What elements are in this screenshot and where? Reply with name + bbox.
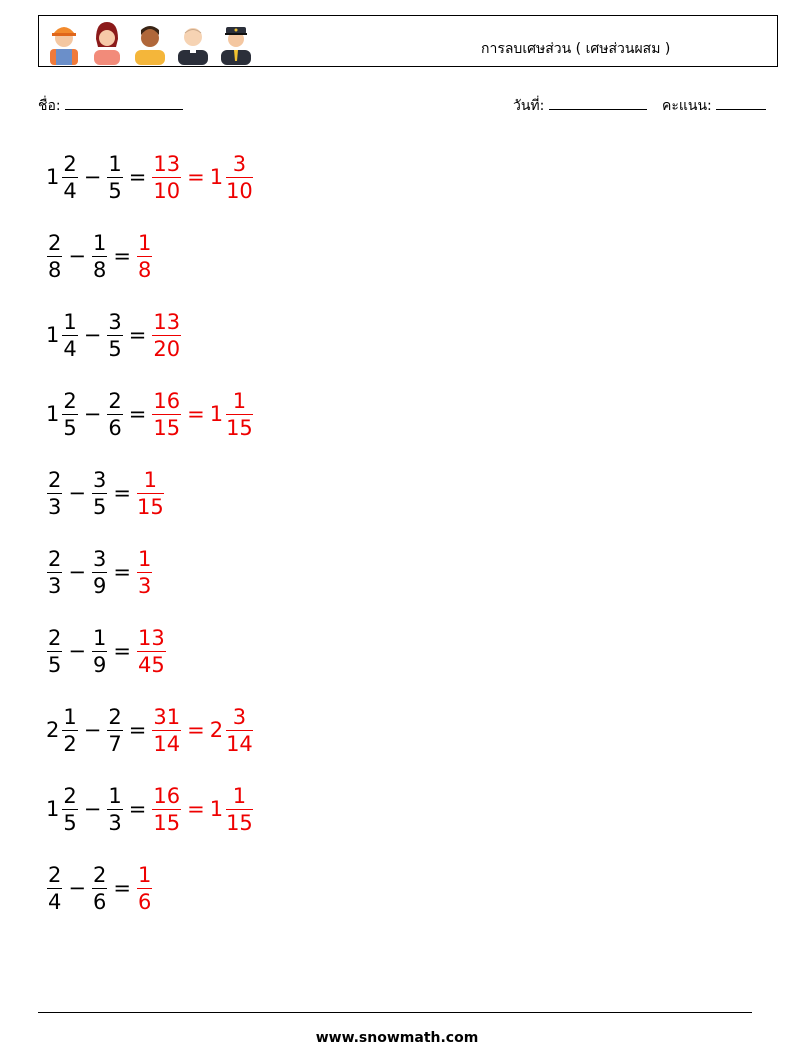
construction-worker-avatar [45, 19, 83, 65]
minus-sign: − [68, 560, 86, 584]
minus-sign: − [83, 718, 102, 742]
answer-improper-fraction [152, 309, 181, 362]
answer-improper-fraction [152, 151, 181, 204]
first-denominator: 3 [48, 573, 62, 598]
answer-mixed-denominator: 14 [226, 731, 253, 756]
problem-row [46, 779, 254, 839]
first-whole-number: 1 [46, 165, 60, 189]
answer [151, 309, 182, 362]
equals-sign: = [128, 402, 147, 426]
first-denominator: 4 [48, 889, 62, 914]
second-denominator: 9 [92, 652, 107, 677]
first-numerator: 2 [48, 625, 62, 650]
first-numerator: 2 [63, 151, 77, 176]
answer-improper-fraction [152, 388, 181, 441]
second-fraction [107, 151, 122, 204]
answer [136, 862, 153, 915]
name-blank[interactable] [65, 95, 183, 110]
second-numerator: 2 [108, 388, 122, 413]
second-fraction [107, 309, 122, 362]
footer-divider [38, 1012, 752, 1013]
date-blank[interactable] [549, 95, 647, 110]
equals-sign: = [113, 560, 131, 584]
answer-equals-sign: = [187, 165, 205, 189]
second-numerator: 2 [92, 862, 107, 887]
second-fraction [92, 625, 107, 678]
answer-whole-number: 1 [209, 165, 224, 189]
first-numerator: 2 [48, 230, 62, 255]
answer-improper-numerator: 1 [137, 546, 152, 571]
second-fraction [92, 467, 107, 520]
answer-improper-fraction [152, 783, 181, 836]
second-numerator: 1 [92, 625, 107, 650]
answer-whole-number: 1 [209, 402, 224, 426]
problem-row [46, 700, 254, 760]
answer-improper-denominator: 15 [153, 810, 181, 835]
first-denominator: 4 [63, 178, 77, 203]
answer-equals-sign: = [187, 718, 205, 742]
answer-whole-number: 2 [209, 718, 224, 742]
second-fraction [107, 388, 122, 441]
second-numerator: 1 [108, 151, 122, 176]
man-avatar [131, 19, 169, 65]
first-denominator: 5 [63, 415, 77, 440]
answer [151, 704, 253, 757]
first-denominator: 4 [63, 336, 77, 361]
equals-sign: = [113, 639, 131, 663]
first-denominator: 8 [48, 257, 62, 282]
equals-sign: = [128, 165, 147, 189]
answer-improper-fraction [137, 625, 166, 678]
minus-sign: − [83, 402, 102, 426]
answer-improper-numerator: 16 [153, 388, 181, 413]
police-officer-avatar [217, 19, 255, 65]
first-whole-number: 1 [46, 402, 60, 426]
minus-sign: − [68, 481, 86, 505]
answer-improper-denominator: 15 [136, 494, 164, 519]
minus-sign: − [83, 797, 102, 821]
answer-mixed-numerator: 1 [232, 388, 247, 413]
worksheet-title: การลบเศษส่วน ( เศษส่วนผสม ) [481, 41, 671, 57]
problem-row [46, 463, 165, 523]
answer-improper-numerator: 1 [137, 862, 152, 887]
date-label: วันที่: [513, 98, 545, 114]
second-fraction [107, 704, 122, 757]
answer-mixed-denominator: 10 [226, 178, 253, 203]
problem-row [46, 147, 254, 207]
second-denominator: 5 [92, 494, 107, 519]
second-denominator: 9 [92, 573, 107, 598]
answer-equals-sign: = [187, 797, 205, 821]
answer-mixed-denominator: 15 [226, 415, 253, 440]
problem-row [46, 858, 153, 918]
answer-improper-denominator: 10 [153, 178, 181, 203]
name-field[interactable] [38, 95, 183, 117]
second-denominator: 5 [108, 178, 122, 203]
answer-improper-numerator: 1 [143, 467, 158, 492]
answer-mixed-numerator: 3 [232, 151, 247, 176]
first-whole-number: 1 [46, 323, 60, 347]
second-fraction [92, 546, 107, 599]
minus-sign: − [68, 876, 86, 900]
equals-sign: = [128, 718, 147, 742]
first-numerator: 2 [63, 388, 77, 413]
answer [151, 388, 253, 441]
avatar-row [45, 19, 255, 65]
first-fraction [62, 309, 77, 362]
second-fraction [92, 230, 107, 283]
equals-sign: = [113, 481, 131, 505]
first-fraction [62, 388, 77, 441]
first-fraction [62, 704, 77, 757]
first-fraction [47, 546, 62, 599]
answer-improper-numerator: 13 [153, 309, 181, 334]
first-numerator: 1 [63, 704, 77, 729]
answer [151, 151, 253, 204]
answer-improper-fraction [137, 230, 152, 283]
minus-sign: − [83, 323, 102, 347]
answer [136, 546, 153, 599]
answer-improper-denominator: 45 [137, 652, 165, 677]
second-denominator: 6 [108, 415, 122, 440]
answer-improper-denominator: 8 [137, 257, 152, 282]
worksheet-header [38, 15, 778, 67]
answer-improper-numerator: 13 [137, 625, 165, 650]
answer-improper-fraction [137, 546, 152, 599]
first-fraction [62, 151, 77, 204]
answer-improper-denominator: 20 [153, 336, 181, 361]
problem-row [46, 542, 153, 602]
answer-whole-number: 1 [209, 797, 224, 821]
first-numerator: 2 [63, 783, 77, 808]
answer-improper-fraction [152, 704, 181, 757]
first-fraction [47, 862, 62, 915]
name-label: ชื่อ: [38, 98, 61, 114]
answer [136, 625, 167, 678]
answer-equals-sign: = [187, 402, 205, 426]
first-fraction [47, 625, 62, 678]
second-numerator: 3 [108, 309, 122, 334]
minus-sign: − [83, 165, 102, 189]
answer-improper-numerator: 31 [153, 704, 181, 729]
answer [151, 783, 253, 836]
answer-improper-fraction [137, 467, 164, 520]
answer-improper-fraction [137, 862, 152, 915]
answer-mixed-denominator: 15 [226, 810, 253, 835]
problem-row [46, 621, 167, 681]
second-fraction [92, 862, 107, 915]
second-denominator: 3 [108, 810, 122, 835]
equals-sign: = [128, 323, 147, 347]
first-whole-number: 1 [46, 797, 60, 821]
answer-mixed-fraction [226, 783, 253, 836]
second-numerator: 1 [92, 230, 107, 255]
score-field[interactable] [662, 95, 766, 117]
answer-improper-denominator: 3 [137, 573, 152, 598]
first-fraction [47, 230, 62, 283]
answer-mixed-numerator: 3 [232, 704, 247, 729]
first-whole-number: 2 [46, 718, 60, 742]
answer-improper-denominator: 15 [153, 415, 181, 440]
date-field[interactable] [513, 95, 647, 117]
answer-mixed-numerator: 1 [232, 783, 247, 808]
second-numerator: 3 [92, 546, 107, 571]
first-denominator: 5 [63, 810, 77, 835]
problem-row [46, 384, 254, 444]
first-numerator: 2 [48, 862, 62, 887]
first-fraction [47, 467, 62, 520]
score-blank[interactable] [716, 95, 766, 110]
woman-avatar [88, 19, 126, 65]
answer-mixed-fraction [226, 388, 253, 441]
answer-improper-numerator: 1 [137, 230, 152, 255]
first-denominator: 5 [48, 652, 62, 677]
answer-improper-denominator: 14 [153, 731, 181, 756]
problem-row [46, 226, 153, 286]
second-numerator: 3 [92, 467, 107, 492]
second-denominator: 6 [92, 889, 107, 914]
second-denominator: 5 [108, 336, 122, 361]
problem-row [46, 305, 182, 365]
minus-sign: − [68, 244, 86, 268]
priest-avatar [174, 19, 212, 65]
equals-sign: = [113, 244, 131, 268]
first-fraction [62, 783, 77, 836]
answer-improper-denominator: 6 [137, 889, 152, 914]
second-numerator: 1 [108, 783, 122, 808]
first-denominator: 2 [63, 731, 77, 756]
score-label: คะแนน: [662, 98, 712, 114]
second-fraction [107, 783, 122, 836]
answer-mixed-fraction [226, 151, 253, 204]
answer-improper-numerator: 16 [153, 783, 181, 808]
first-denominator: 3 [48, 494, 62, 519]
second-numerator: 2 [108, 704, 122, 729]
first-numerator: 2 [48, 467, 62, 492]
answer [136, 230, 153, 283]
minus-sign: − [68, 639, 86, 663]
first-numerator: 2 [48, 546, 62, 571]
footer-url: www.snowmath.com [315, 1030, 479, 1046]
equals-sign: = [113, 876, 131, 900]
answer-mixed-fraction [226, 704, 253, 757]
second-denominator: 7 [108, 731, 122, 756]
answer [136, 467, 165, 520]
first-numerator: 1 [63, 309, 77, 334]
second-denominator: 8 [92, 257, 107, 282]
answer-improper-numerator: 13 [153, 151, 181, 176]
equals-sign: = [128, 797, 147, 821]
